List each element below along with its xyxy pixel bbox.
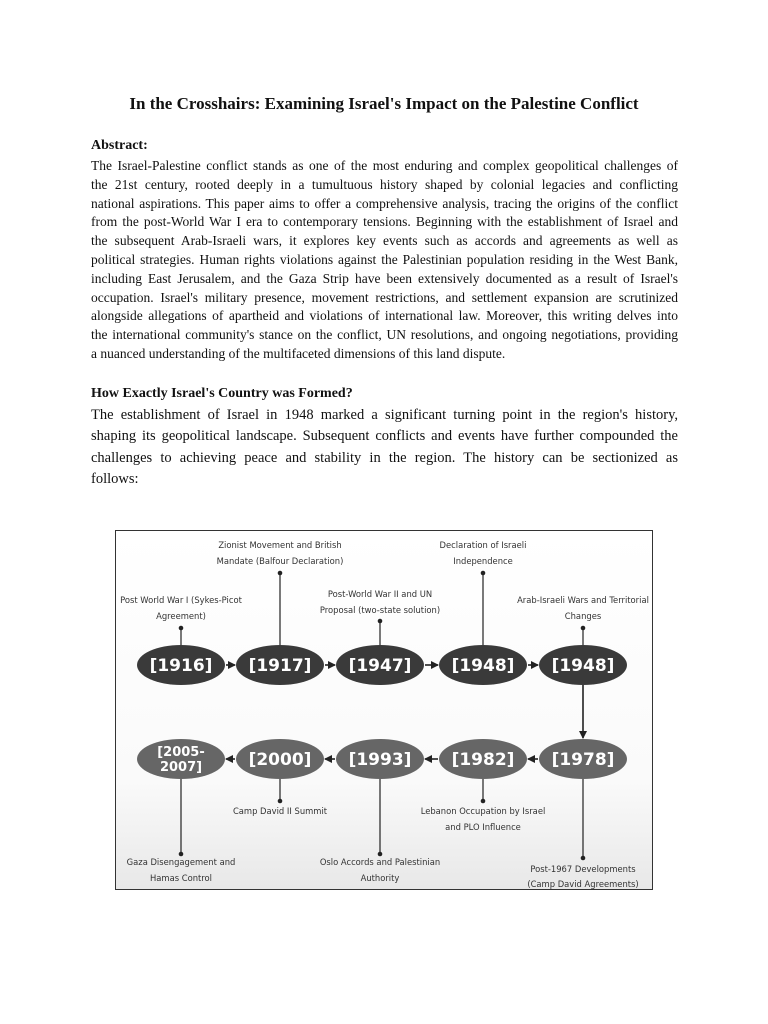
event-label: Zionist Movement and British <box>218 540 342 550</box>
abstract-heading: Abstract: <box>91 138 148 153</box>
text-line: The Israel-Palestine conflict stands as one of the most enduring and complex geopolitical challenges of <box>91 158 678 173</box>
abstract-body <box>91 157 678 364</box>
connector-dot <box>278 799 283 804</box>
connector-dot <box>481 799 486 804</box>
event-label: Arab-Israeli Wars and Territorial <box>517 595 649 605</box>
event-label: Oslo Accords and Palestinian <box>319 857 441 867</box>
text-line: political strategies. Human rights violations against the Palestinian population residing in the West Bank, <box>91 251 678 267</box>
text-line: the international community's stance on the conflict, UN resolutions, and ongoing negotiations, providing <box>91 327 678 343</box>
section-heading: How Exactly Israel's Country was Formed? <box>91 386 353 401</box>
connector-dot <box>378 619 383 624</box>
event-label: Camp David II Summit <box>232 806 328 816</box>
event-label: Post World War I (Sykes-Picot <box>120 595 242 605</box>
year-label: [1993] <box>348 750 412 770</box>
section-body <box>91 405 678 490</box>
year-label: [1948] <box>551 656 615 676</box>
event-label: Independence <box>453 556 513 566</box>
connector-dot <box>179 626 184 631</box>
connector-dot <box>481 571 486 576</box>
event-label: and PLO Influence <box>445 822 521 832</box>
event-label: (Camp David Agreements) <box>527 879 639 889</box>
page-title: In the Crosshairs: Examining Israel's Impact on the Palestine Conflict <box>129 94 639 113</box>
event-label: Gaza Disengagement and <box>126 857 236 867</box>
text-line: from the post-World War I era to contemporary tensions. Beginning with the establishment of Israel and <box>91 214 678 230</box>
year-label: [2000] <box>248 750 312 770</box>
text-line: The establishment of Israel in 1948 marked a significant turning point in the region's history, <box>91 407 678 423</box>
text-line: national aspirations. This paper aims to offer a comprehensive analysis, tracing the origins of the conflict <box>91 195 678 211</box>
year-label: [1947] <box>348 656 412 676</box>
text-line: follows: <box>91 470 139 487</box>
year-label: [1978] <box>551 750 615 770</box>
text-line: including East Jerusalem, and the Gaza Strip have been extensively documented as a result of Israel's <box>91 270 678 286</box>
year-label: [1982] <box>451 750 515 770</box>
event-label: Authority <box>360 873 400 883</box>
year-label: [1917] <box>248 656 312 676</box>
text-line: alongside allegations of apartheid and violations of international law. Moreover, this writing delves into <box>91 308 678 324</box>
connector-dot <box>581 856 586 861</box>
event-label: Proposal (two-state solution) <box>319 605 441 615</box>
year-label: [1916] <box>149 656 213 676</box>
text-line: the 21st century, rooted deeply in a tumultuous history shaped by colonial legacies and conflicting <box>91 176 678 192</box>
year-label: [2005- <box>157 745 205 760</box>
event-label: Changes <box>564 611 602 621</box>
text-line: challenges to achieving peace and stability in the region. The history can be sectionized as <box>91 449 678 466</box>
timeline-diagram <box>116 531 652 889</box>
year-label: [1948] <box>451 656 515 676</box>
event-label: Hamas Control <box>149 873 213 883</box>
text-line: the subsequent Arab-Israeli wars, it explores key events such as accords and agreements as well as <box>91 233 678 249</box>
connector-dot <box>179 852 184 857</box>
event-label: Mandate (Balfour Declaration) <box>216 556 344 566</box>
event-label: Post-1967 Developments <box>530 864 636 874</box>
event-label: Lebanon Occupation by Israel <box>420 806 546 816</box>
connector-dot <box>278 571 283 576</box>
text-line: a nuanced understanding of the multifaceted dimensions of this land dispute. <box>91 345 506 361</box>
event-label: Declaration of Israeli <box>439 540 527 550</box>
connector-dot <box>581 626 586 631</box>
year-label: 2007] <box>159 760 203 775</box>
text-line: shaping its geopolitical landscape. Subsequent conflicts and events have further compounded the <box>91 428 678 445</box>
event-label: Agreement) <box>156 611 206 621</box>
connector-dot <box>378 852 383 857</box>
event-label: Post-World War II and UN <box>327 589 433 599</box>
timeline-figure <box>115 530 653 890</box>
text-line: occupation. Israel's military presence, movement restrictions, and settlement expansion are scrutinized <box>91 289 678 305</box>
